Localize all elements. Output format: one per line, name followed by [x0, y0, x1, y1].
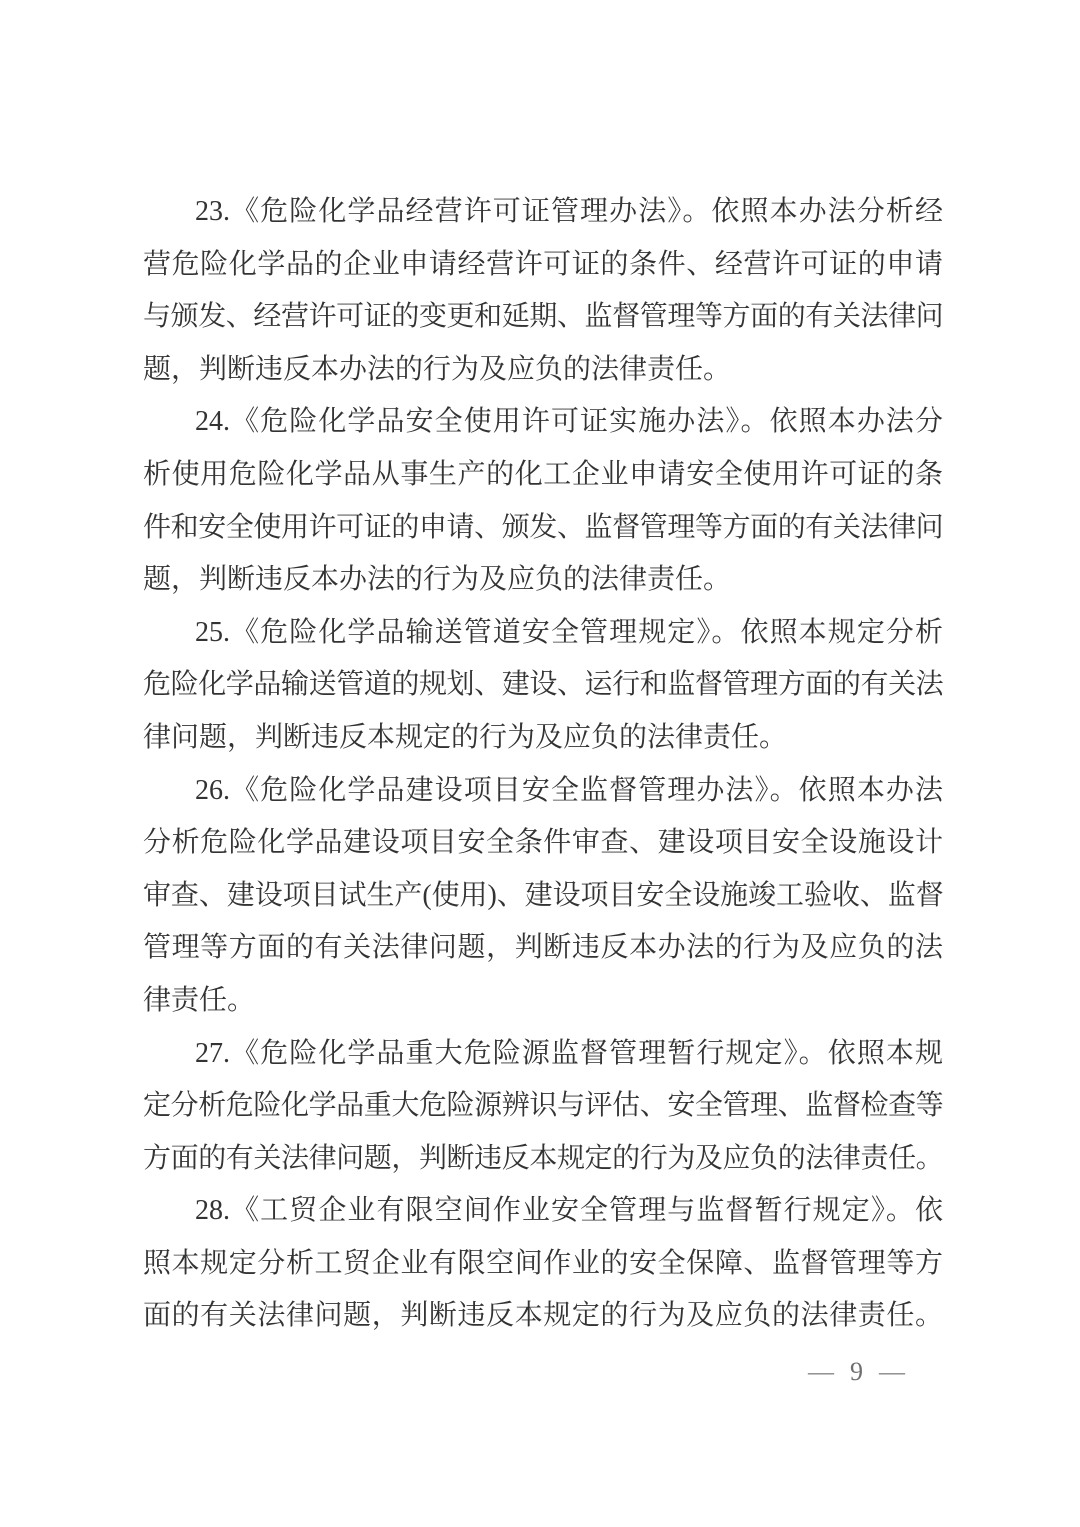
text-line: 28.《工贸企业有限空间作业安全管理与监督暂行规定》。依	[195, 1195, 943, 1227]
text-line: 24.《危险化学品安全使用许可证实施办法》。依照本办法分	[195, 406, 943, 438]
text-line: 面的有关法律问题，判断违反本规定的行为及应负的法律责任。	[143, 1300, 943, 1332]
text-line: 审查、建设项目试生产(使用)、建设项目安全设施竣工验收、监督	[143, 879, 943, 911]
text-line: 分析危险化学品建设项目安全条件审查、建设项目安全设施设计	[143, 827, 943, 859]
text-line: 题，判断违反本办法的行为及应负的法律责任。	[143, 353, 732, 385]
page-number: 9	[850, 1357, 863, 1386]
text-line: 营危险化学品的企业申请经营许可证的条件、经营许可证的申请	[143, 248, 943, 280]
footer-dash-right-icon: —	[879, 1357, 905, 1386]
text-line: 件和安全使用许可证的申请、颁发、监督管理等方面的有关法律问	[143, 511, 943, 543]
text-line: 与颁发、经营许可证的变更和延期、监督管理等方面的有关法律问	[143, 301, 943, 333]
text-line: 27.《危险化学品重大危险源监督管理暂行规定》。依照本规	[195, 1037, 943, 1069]
text-line: 析使用危险化学品从事生产的化工企业申请安全使用许可证的条	[143, 458, 943, 490]
footer-dash-left-icon: —	[808, 1357, 834, 1386]
text-line: 律问题，判断违反本规定的行为及应负的法律责任。	[143, 721, 788, 753]
text-line: 23.《危险化学品经营许可证管理办法》。依照本办法分析经	[195, 196, 943, 227]
document-body	[143, 186, 943, 1343]
text-line: 律责任。	[143, 984, 256, 1016]
text-line: 管理等方面的有关法律问题，判断违反本办法的行为及应负的法	[143, 932, 943, 964]
page-footer	[808, 1350, 905, 1394]
text-line: 题，判断违反本办法的行为及应负的法律责任。	[143, 564, 732, 596]
text-line: 25.《危险化学品输送管道安全管理规定》。依照本规定分析	[195, 616, 943, 648]
text-line: 危险化学品输送管道的规划、建设、运行和监督管理方面的有关法	[143, 669, 943, 701]
text-line: 照本规定分析工贸企业有限空间作业的安全保障、监督管理等方	[143, 1247, 943, 1279]
text-line: 26.《危险化学品建设项目安全监督管理办法》。依照本办法	[195, 774, 943, 806]
text-line: 方面的有关法律问题，判断违反本规定的行为及应负的法律责任。	[143, 1142, 943, 1174]
text-line: 定分析危险化学品重大危险源辨识与评估、安全管理、监督检查等	[143, 1090, 943, 1122]
